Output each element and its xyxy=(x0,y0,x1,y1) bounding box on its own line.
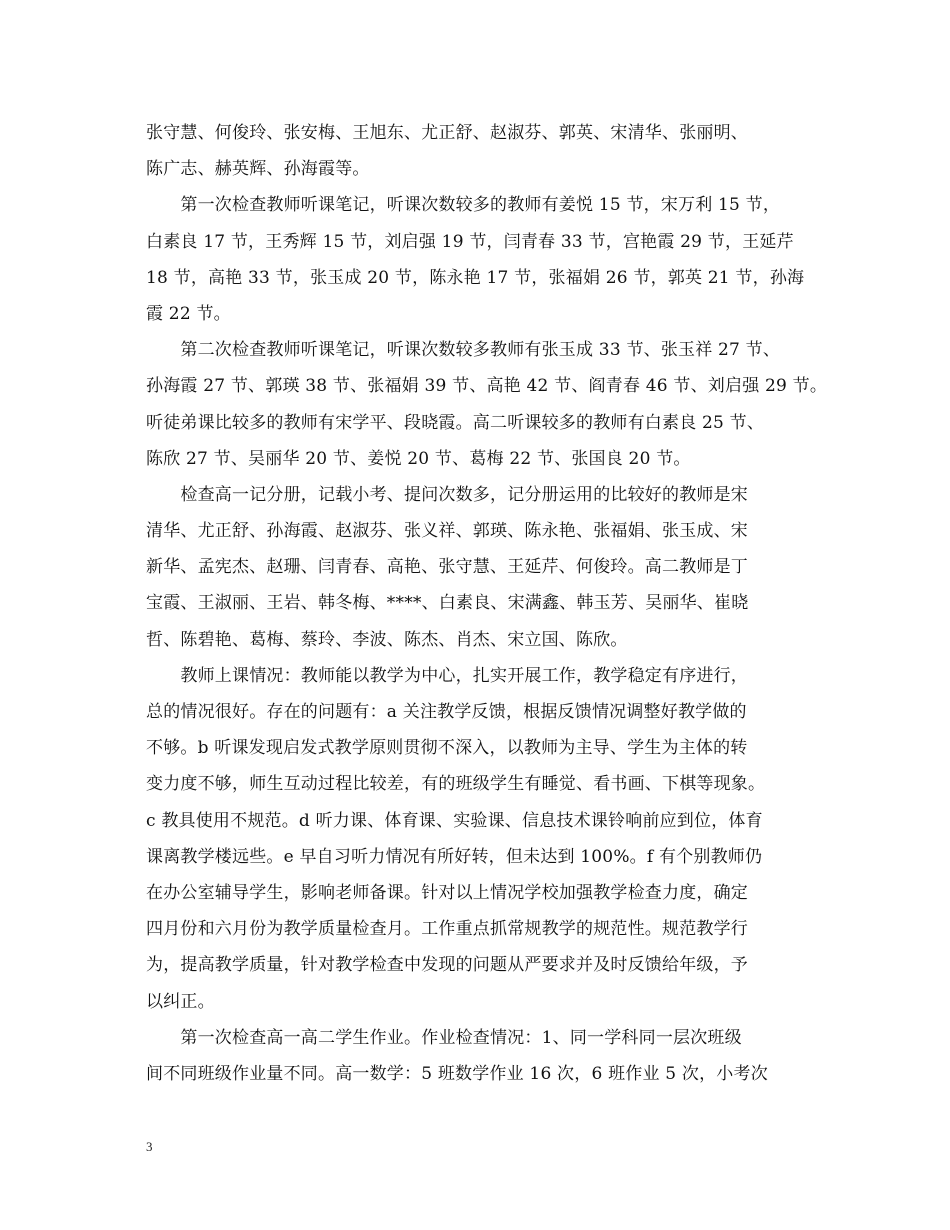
text-line: 白素良 17 节，王秀辉 15 节，刘启强 19 节，闫青春 33 节，宫艳霞 29 节，王延芹 xyxy=(146,231,794,252)
text-line: 18 节，高艳 33 节，张玉成 20 节，陈永艳 17 节，张福娟 26 节，郭英 21 节，孙海 xyxy=(146,267,805,288)
text-line: 听徒弟课比较多的教师有宋学平、段晓霞。高二听课较多的教师有白素良 25 节、 xyxy=(146,412,765,433)
text-line: 陈广志、赫英辉、孙海霞等。 xyxy=(146,159,370,180)
body-text xyxy=(146,115,826,1092)
text-line: 哲、陈碧艳、葛梅、蔡玲、李波、陈杰、肖杰、宋立国、陈欣。 xyxy=(146,629,628,650)
text-line: 张守慧、何俊玲、张安梅、王旭东、尤正舒、赵淑芬、郭英、宋清华、张丽明、 xyxy=(146,123,748,143)
text-line: 教师上课情况：教师能以教学为中心，扎实开展工作，教学稳定有序进行， xyxy=(146,665,748,686)
text-line: 在办公室辅导学生，影响老师备课。针对以上情况学校加强教学检查力度，确定 xyxy=(146,882,748,903)
text-line: 以纠正。 xyxy=(146,991,215,1012)
text-line: 孙海霞 27 节、郭瑛 38 节、张福娟 39 节、高艳 42 节、阎青春 46 节、刘启强 29 节。 xyxy=(146,376,828,397)
text-line: 第一次检查教师听课笔记，听课次数较多的教师有姜悦 15 节，宋万利 15 节， xyxy=(146,195,781,216)
text-line: 为，提高教学质量，针对教学检查中发现的问题从严要求并及时反馈给年级，予 xyxy=(146,955,748,976)
text-line: 第二次检查教师听课笔记，听课次数较多教师有张玉成 33 节、张玉祥 27 节、 xyxy=(146,340,781,361)
text-line: 陈欣 27 节、吴丽华 20 节、姜悦 20 节、葛梅 22 节、张国良 20 节。 xyxy=(146,448,691,469)
text-line: 四月份和六月份为教学质量检查月。工作重点抓常规教学的规范性。规范教学行 xyxy=(146,919,748,940)
text-line: 不够。b 听课发现启发式教学原则贯彻不深入，以教师为主导、学生为主体的转 xyxy=(146,738,748,759)
text-line: 清华、尤正舒、孙海霞、赵淑芬、张义祥、郭瑛、陈永艳、张福娟、张玉成、宋 xyxy=(146,521,748,542)
text-line: 第一次检查高一高二学生作业。作业检查情况：1、同一学科同一层次班级 xyxy=(146,1027,742,1048)
page-number: 3 xyxy=(146,1139,153,1154)
text-line: 新华、孟宪杰、赵珊、闫青春、高艳、张守慧、王延芹、何俊玲。高二教师是丁 xyxy=(146,557,748,578)
text-line: 课离教学楼远些。e 早自习听力情况有所好转，但未达到 100%。f 有个别教师仍 xyxy=(146,846,763,867)
text-line: c 教具使用不规范。d 听力课、体育课、实验课、信息技术课铃响前应到位，体育 xyxy=(146,810,763,831)
text-line: 宝霞、王淑丽、王岩、韩冬梅、****、白素良、宋满鑫、韩玉芳、吴丽华、崔晓 xyxy=(146,593,749,614)
text-line: 检查高一记分册，记载小考、提问次数多，记分册运用的比较好的教师是宋 xyxy=(146,484,748,505)
text-line: 总的情况很好。存在的问题有：a 关注教学反馈，根据反馈情况调整好教学做的 xyxy=(146,702,747,722)
text-line: 间不同班级作业量不同。高一数学：5 班数学作业 16 次，6 班作业 5 次，小考次 xyxy=(146,1063,768,1084)
text-line: 变力度不够，师生互动过程比较差，有的班级学生有睡觉、看书画、下棋等现象。 xyxy=(146,774,766,795)
text-line: 霞 22 节。 xyxy=(146,303,231,324)
